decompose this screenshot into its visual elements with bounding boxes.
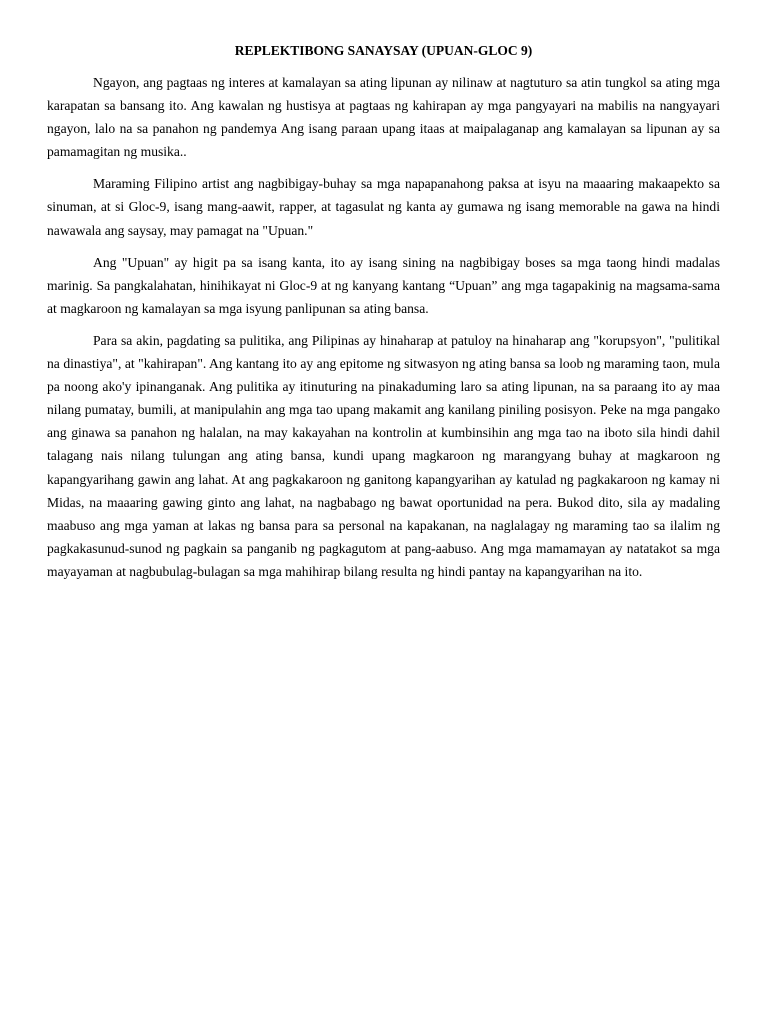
paragraph-1: Ngayon, ang pagtaas ng interes at kamalayan sa ating lipunan ay nilinaw at nagtuturo sa atin tungkol sa ating mga karapatan sa bansang ito. Ang kawalan ng hustisya at pagtaas ng kahirapan ay mga pangyayari na mabilis na nangyayari ngayon, lalo na sa panahon ng pandemya Ang isang paraan upang itaas at maipalaganap ang kamalayan sa lipunan ay sa pamamagitan ng musika.. bbox=[47, 75, 720, 160]
paragraph-4: Para sa akin, pagdating sa pulitika, ang Pilipinas ay hinaharap at patuloy na hinaharap ang "korupsyon", "pulitikal na dinastiya", at "kahirapan". Ang kantang ito ay ang epitome ng sitwasyon ng ating bansa sa loob ng maraming taon, mula pa noong ako'y ipinanganak. Ang pulitika ay itinuturing na pinakaduming laro sa ating lipunan, na sa paraang ito ay maa nilang pumatay, bumili, at manipulahin ang mga tao upang makamit ang kanilang piniling posisyon. Peke na mga pangako ang ginawa sa panahon ng halalan, na may kakayahan na kontrolin at kumbinsihin ang mga tao na iboto sila hindi dahil talagang nais nilang tulungan ang ating bansa, kundi upang magkaroon ng marangyang buhay at magkaroon ng kapangyarihang gawin ang lahat. At ang pagkakaroon ng ganitong kapangyarihan ay katulad ng pagkakaroon ng kamay ni Midas, na maaaring gawing ginto ang lahat, na nagbabago ng bawat oportunidad na pera. Bukod dito, sila ay madaling maabuso ang mga yaman at lakas ng bansa para sa personal na kapakanan, na naglalagay ng maraming tao sa ilalim ng pagkakasunud-sunod ng pagkain sa panganib ng pagkagutom at pang-aabuso. Ang mga mamamayan ay natatakot sa mga mayayaman at nagbubulag-bulagan sa mga mahihirap bilang resulta ng hindi pantay na kapangyarihan na ito. bbox=[47, 332, 720, 579]
paragraph-2: Maraming Filipino artist ang nagbibigay-buhay sa mga napapanahong paksa at isyu na maaaring makaapekto sa sinuman, at si Gloc-9, isang mang-aawit, rapper, at tagasulat ng kanta ay gumawa ng isang memorable na gawa na hindi nawawala ang saysay, may pamagat na "Upuan." bbox=[47, 176, 720, 238]
document-title: REPLEKTIBONG SANAYSAY (UPUAN-GLOC 9) bbox=[234, 43, 533, 58]
document-page bbox=[47, 40, 720, 592]
paragraph-3: Ang "Upuan" ay higit pa sa isang kanta, ito ay isang sining na nagbibigay boses sa mga taong hindi madalas marinig. Sa pangkalahatan, hinihikayat ni Gloc-9 at ng kanyang kantang “Upuan” ang mga tagapakinig na magsama-sama at magkaroon ng kamalayan sa mga isyung panlipunan sa ating bansa. bbox=[47, 254, 720, 316]
